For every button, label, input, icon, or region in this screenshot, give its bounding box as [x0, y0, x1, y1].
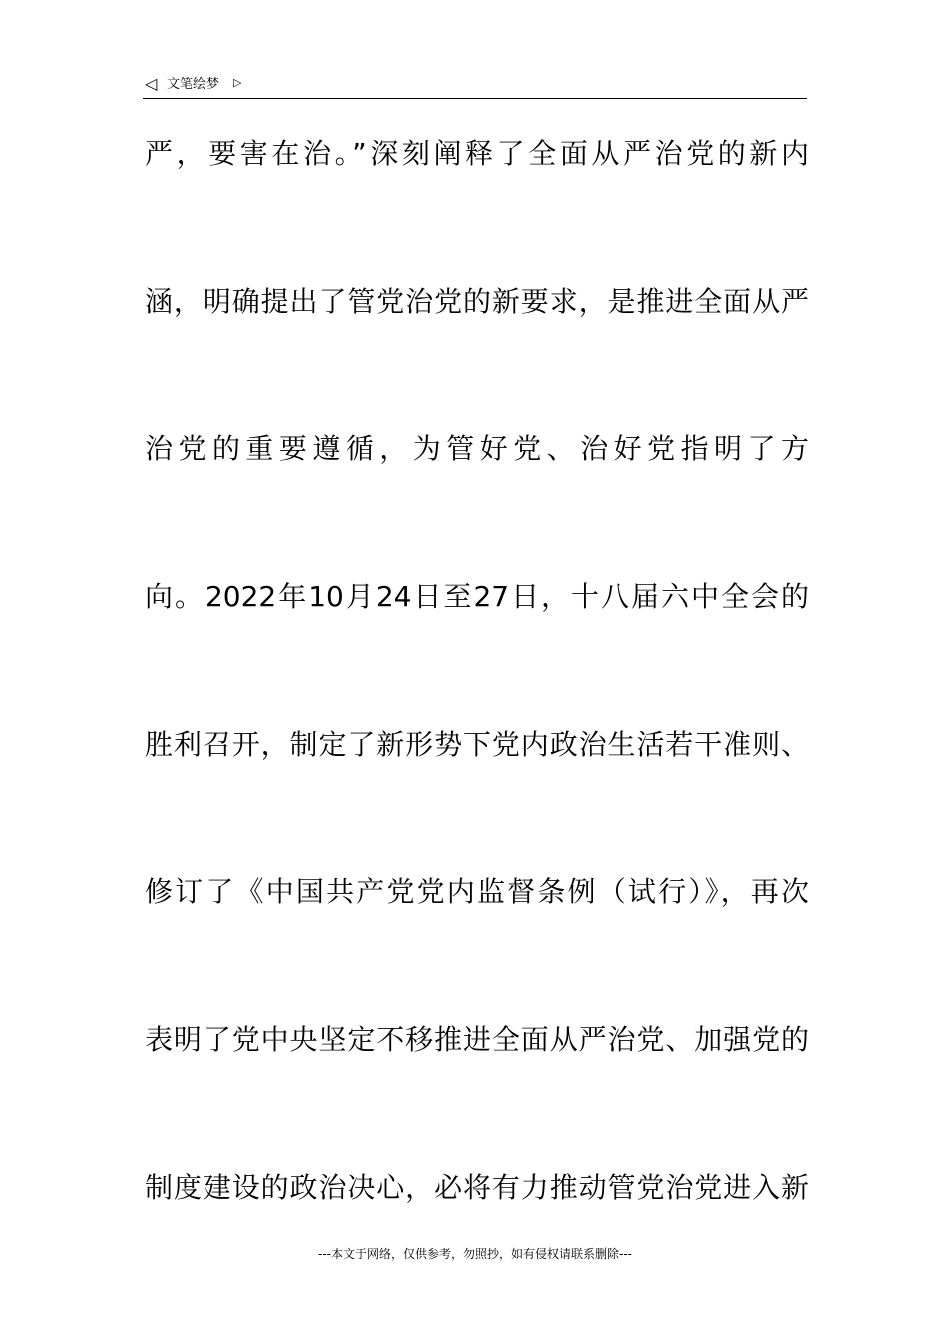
- page-footer-note: ---本文于网络，仅供参考，勿照抄，如有侵权请联系删除---: [318, 1247, 632, 1261]
- text-line: 严，要害在治。”深刻阐释了全面从严治党的新内: [145, 137, 809, 170]
- text-line: 制度建设的政治决心，必将有力推动管党治党进入新: [145, 1171, 809, 1204]
- page-header: [143, 72, 807, 99]
- text-line: 向。2022年10月24日至27日，十八届六中全会的: [145, 580, 809, 613]
- text-line: 胜利召开，制定了新形势下党内政治生活若干准则、: [145, 728, 809, 761]
- header-title: 文笔绘梦: [167, 77, 220, 92]
- triangle-right-icon: ▷: [233, 76, 242, 89]
- text-line: 涵，明确提出了管党治党的新要求，是推进全面从严: [145, 285, 809, 318]
- text-line: 修订了《中国共产党党内监督条例（试行）》，再次: [145, 875, 809, 908]
- text-line: 治党的重要遵循，为管好党、治好党指明了方: [145, 432, 809, 465]
- text-line: 表明了党中央坚定不移推进全面从严治党、加强党的: [145, 1023, 809, 1056]
- triangle-left-icon: ◁: [145, 74, 158, 93]
